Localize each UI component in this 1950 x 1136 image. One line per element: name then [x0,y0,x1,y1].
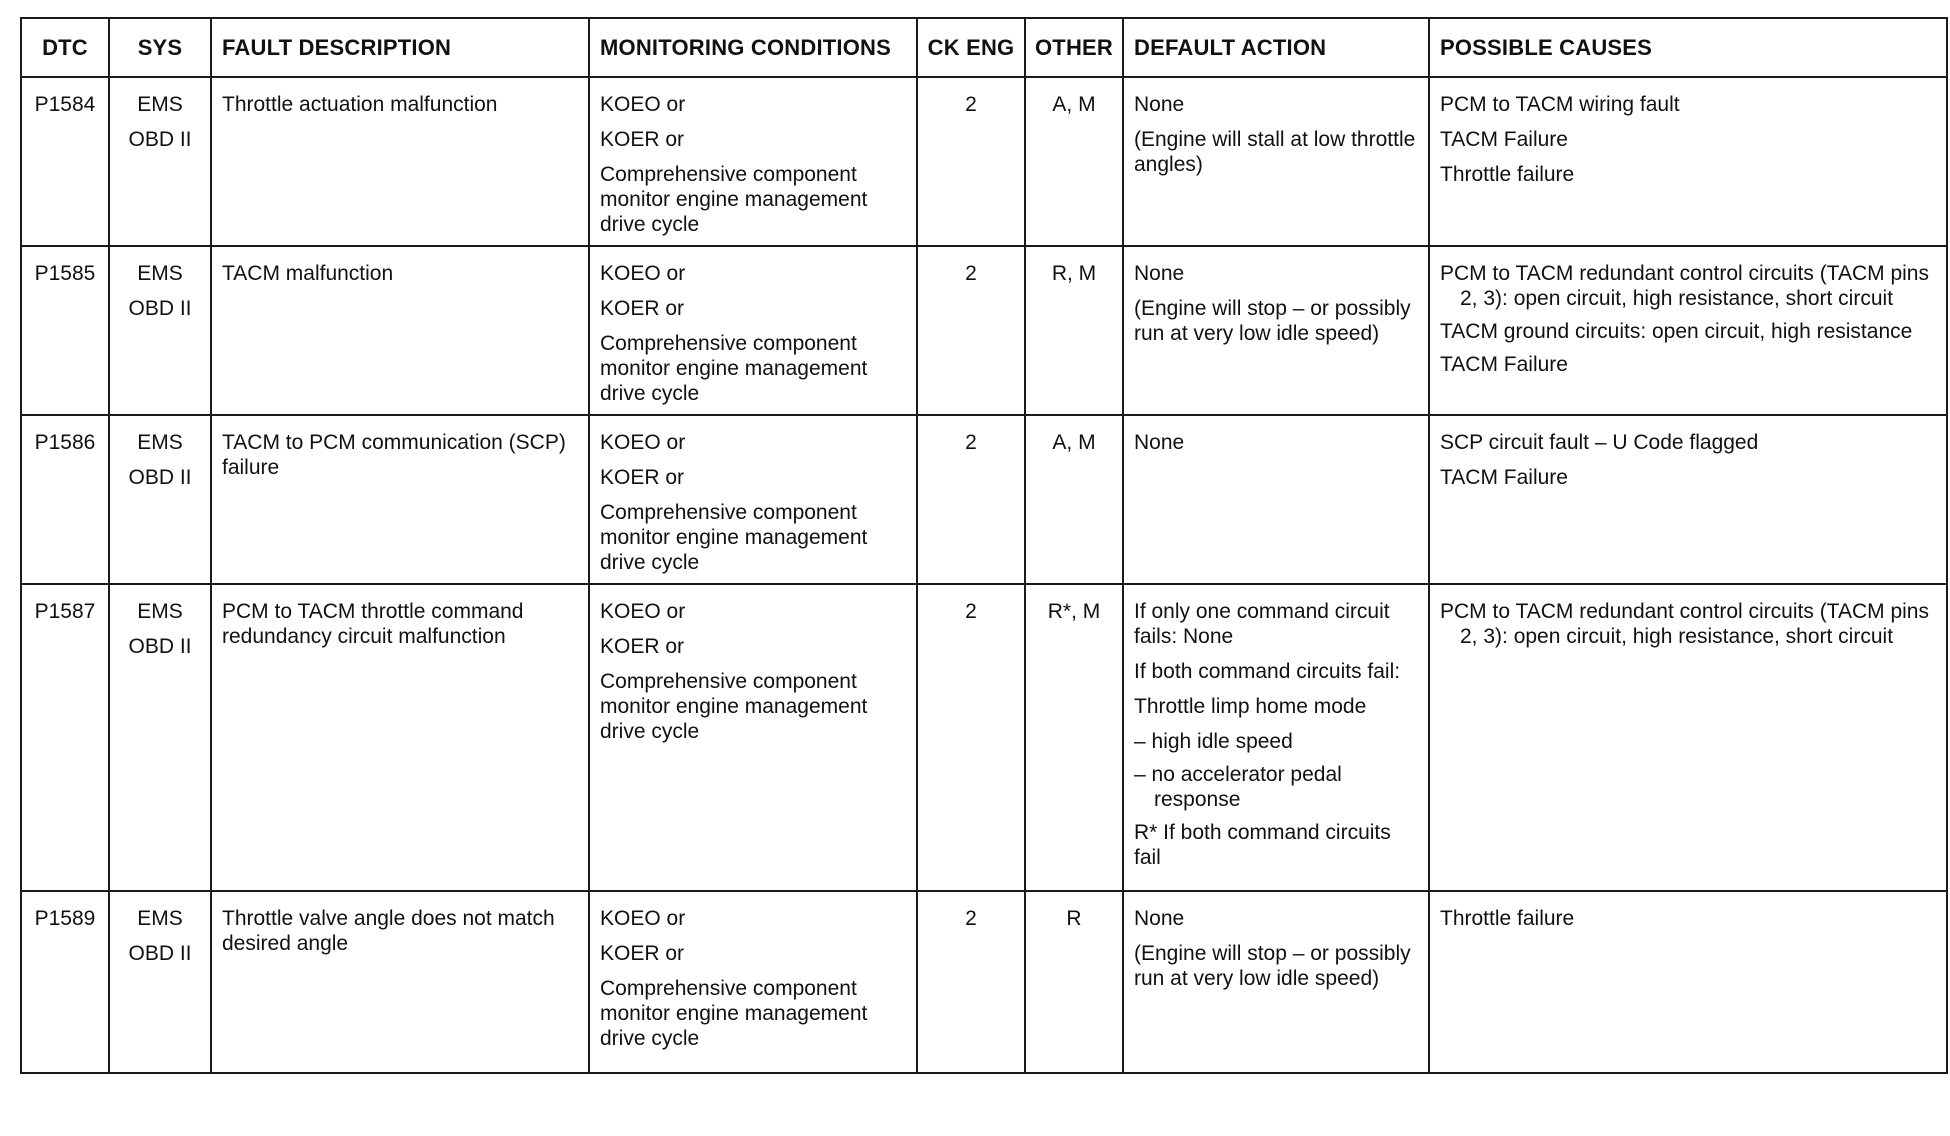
default-action-line: If both command circuits fail: [1134,660,1401,683]
other-value: R*, M [1025,584,1123,891]
header-sys: SYS [109,18,211,77]
monitoring-line: Comprehensive component monitor engine management drive cycle [600,163,868,236]
table-row [21,584,1947,891]
fault-description: Throttle valve angle does not match desired angle [211,891,589,1073]
cause-line: Throttle failure [1440,163,1575,186]
other-value: R [1025,891,1123,1073]
default-action-line: – high idle speed [1134,730,1293,753]
other-value: R, M [1025,246,1123,415]
cause-line: SCP circuit fault – U Code flagged [1440,431,1759,454]
default-action-line: – no accelerator pedal response [1134,763,1342,811]
default-action-cell [1123,584,1429,891]
header-dtc: DTC [21,18,109,77]
monitoring-line: KOER or [600,635,685,658]
sys-line: EMS [137,93,183,116]
cause-line: PCM to TACM wiring fault [1440,93,1680,116]
cause-line: TACM Failure [1440,128,1568,151]
fault-description: TACM to PCM communication (SCP) failure [211,415,589,584]
header-row [21,18,1947,77]
default-action-line: If only one command circuit fails: None [1134,600,1390,648]
default-action-line: R* If both command circuits fail [1134,821,1391,869]
sys-line: OBD II [128,466,192,489]
monitoring-line: Comprehensive component monitor engine management drive cycle [600,332,868,405]
default-action-cell [1123,891,1429,1073]
table-row [21,891,1947,1073]
default-action-line: None [1134,262,1185,285]
monitoring-line: KOEO or [600,93,686,116]
table-row [21,77,1947,246]
sys-line: OBD II [128,942,192,965]
default-action-line: None [1134,907,1185,930]
dtc-table [20,17,1948,1074]
sys-line: EMS [137,262,183,285]
other-value: A, M [1025,77,1123,246]
header-possible-causes: POSSIBLE CAUSES [1429,18,1947,77]
default-action-cell [1123,246,1429,415]
monitoring-line: KOEO or [600,431,686,454]
default-action-cell [1123,415,1429,584]
sys-cell [109,891,211,1073]
sys-cell [109,415,211,584]
monitoring-cell [589,77,917,246]
monitoring-line: KOEO or [600,600,686,623]
sys-line: EMS [137,600,183,623]
default-action-line: Throttle limp home mode [1134,695,1367,718]
default-action-cell [1123,77,1429,246]
sys-line: OBD II [128,297,192,320]
monitoring-cell [589,246,917,415]
ck-eng-value: 2 [917,584,1025,891]
dtc-code: P1589 [21,891,109,1073]
dtc-code: P1586 [21,415,109,584]
default-action-line: (Engine will stop – or possibly run at very low idle speed) [1134,942,1411,990]
sys-line: OBD II [128,635,192,658]
sys-cell [109,77,211,246]
fault-description: Throttle actuation malfunction [211,77,589,246]
ck-eng-value: 2 [917,891,1025,1073]
cause-line: TACM ground circuits: open circuit, high resistance [1440,320,1913,343]
dtc-code: P1585 [21,246,109,415]
monitoring-cell [589,584,917,891]
monitoring-cell [589,415,917,584]
default-action-line: None [1134,431,1185,454]
monitoring-line: KOER or [600,297,685,320]
ck-eng-value: 2 [917,77,1025,246]
header-fault-description: FAULT DESCRIPTION [211,18,589,77]
sys-line: EMS [137,907,183,930]
monitoring-line: KOEO or [600,907,686,930]
default-action-line: (Engine will stop – or possibly run at very low idle speed) [1134,297,1411,345]
ck-eng-value: 2 [917,415,1025,584]
monitoring-line: Comprehensive component monitor engine management drive cycle [600,977,868,1050]
cause-line: TACM Failure [1440,353,1568,376]
cause-line: PCM to TACM redundant control circuits (TACM pins 2, 3): open circuit, high resistance, short circuit [1440,600,1929,648]
header-default-action: DEFAULT ACTION [1123,18,1429,77]
header-other: OTHER [1025,18,1123,77]
monitoring-line: KOER or [600,466,685,489]
possible-causes-cell [1429,246,1947,415]
cause-line: TACM Failure [1440,466,1568,489]
monitoring-line: KOEO or [600,262,686,285]
fault-description: PCM to TACM throttle command redundancy circuit malfunction [211,584,589,891]
monitoring-line: KOER or [600,128,685,151]
cause-line: PCM to TACM redundant control circuits (TACM pins 2, 3): open circuit, high resistance, short circuit [1440,262,1929,310]
sys-line: OBD II [128,128,192,151]
table-row [21,415,1947,584]
monitoring-line: Comprehensive component monitor engine management drive cycle [600,670,868,743]
sys-cell [109,246,211,415]
possible-causes-cell [1429,77,1947,246]
possible-causes-cell [1429,891,1947,1073]
header-monitoring-conditions: MONITORING CONDITIONS [589,18,917,77]
fault-description: TACM malfunction [211,246,589,415]
ck-eng-value: 2 [917,246,1025,415]
sys-cell [109,584,211,891]
default-action-line: None [1134,93,1185,116]
table-row [21,246,1947,415]
possible-causes-cell [1429,584,1947,891]
sys-line: EMS [137,431,183,454]
other-value: A, M [1025,415,1123,584]
monitoring-line: Comprehensive component monitor engine management drive cycle [600,501,868,574]
possible-causes-cell [1429,415,1947,584]
default-action-line: (Engine will stall at low throttle angles) [1134,128,1416,176]
header-ck-eng: CK ENG [917,18,1025,77]
monitoring-cell [589,891,917,1073]
cause-line: Throttle failure [1440,907,1575,930]
monitoring-line: KOER or [600,942,685,965]
dtc-code: P1584 [21,77,109,246]
dtc-code: P1587 [21,584,109,891]
